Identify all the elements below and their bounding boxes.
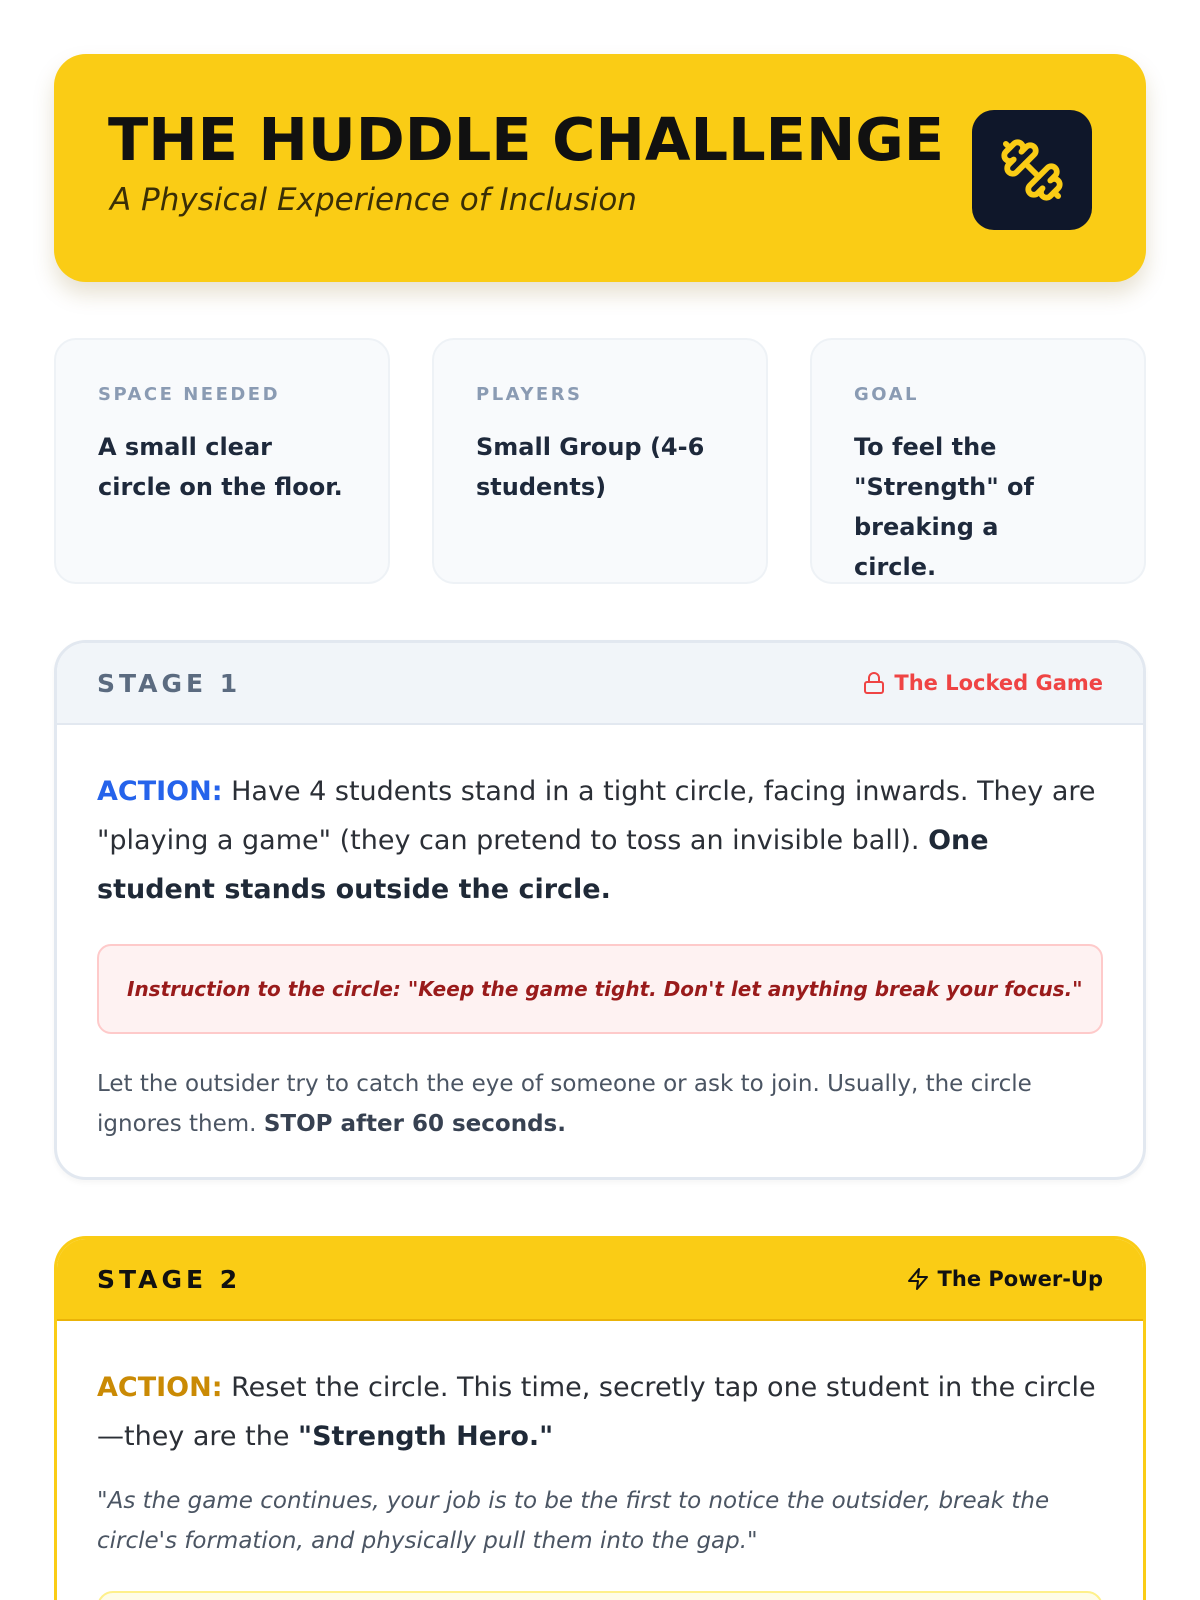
info-card-space: [54, 338, 390, 584]
stage-note: [97, 1064, 1103, 1144]
lock-icon: [862, 671, 886, 695]
hero-banner: [54, 54, 1146, 282]
card-label: SPACE NEEDED: [98, 384, 281, 405]
action-emphasis: One student stands outside the circle.: [97, 825, 989, 905]
stage-1-header: [57, 643, 1143, 725]
action-text: Have 4 students stand in a tight circle, facing inwards. They are "playing a game" (they can pretend to toss an invisible ball).: [97, 776, 1096, 856]
card-value: To feel the "Strength" of breaking a circle.: [854, 433, 1034, 581]
stage-2-body: [57, 1321, 1143, 1600]
action-text: Reset the circle. This time, secretly tap one student in the circle —they are the: [97, 1372, 1096, 1452]
note-emphasis: STOP after 60 seconds.: [263, 1111, 566, 1137]
stage-1-panel: [54, 640, 1146, 1180]
stage-1-body: [57, 725, 1143, 1144]
stage-action: [97, 767, 1103, 914]
stage-2-panel: [54, 1236, 1146, 1600]
stage-tag: [862, 671, 1103, 695]
hero-badge: [972, 110, 1092, 230]
info-card-players: [432, 338, 768, 584]
instruction-callout: Instruction to the circle: "Keep the game tight. Don't let anything break your focus.": [97, 944, 1103, 1034]
action-emphasis: "Strength Hero.": [298, 1421, 554, 1452]
stage-tag-label: The Power-Up: [937, 1267, 1103, 1291]
page-title: THE HUDDLE CHALLENGE: [108, 105, 945, 174]
info-cards: [54, 338, 1146, 584]
stage-tag: [906, 1267, 1103, 1291]
stage-number: STAGE 2: [97, 1264, 242, 1294]
page-subtitle: A Physical Experience of Inclusion: [110, 182, 637, 218]
card-label: PLAYERS: [476, 384, 583, 405]
stage-2-callout: [97, 1591, 1103, 1600]
card-value: Small Group (4-6 students): [476, 433, 705, 501]
stage-action: [97, 1363, 1103, 1461]
action-label: ACTION:: [97, 776, 223, 807]
stage-2-header: [57, 1239, 1143, 1321]
dumbbell-icon: [999, 137, 1065, 203]
action-label: ACTION:: [97, 1372, 223, 1403]
stage-number: STAGE 1: [97, 668, 242, 698]
lightning-icon: [906, 1267, 930, 1291]
stage-quote: "As the game continues, your job is to be the first to notice the outsider, break the circle's formation, and physically pull them into the gap.": [97, 1488, 1050, 1554]
note-text: Let the outsider try to catch the eye of someone or ask to join. Usually, the circle ignores them.: [97, 1071, 1032, 1137]
info-card-goal: [810, 338, 1146, 584]
card-value: A small clear circle on the floor.: [98, 433, 343, 501]
stage-tag-label: The Locked Game: [894, 671, 1103, 695]
card-label: GOAL: [854, 384, 919, 405]
